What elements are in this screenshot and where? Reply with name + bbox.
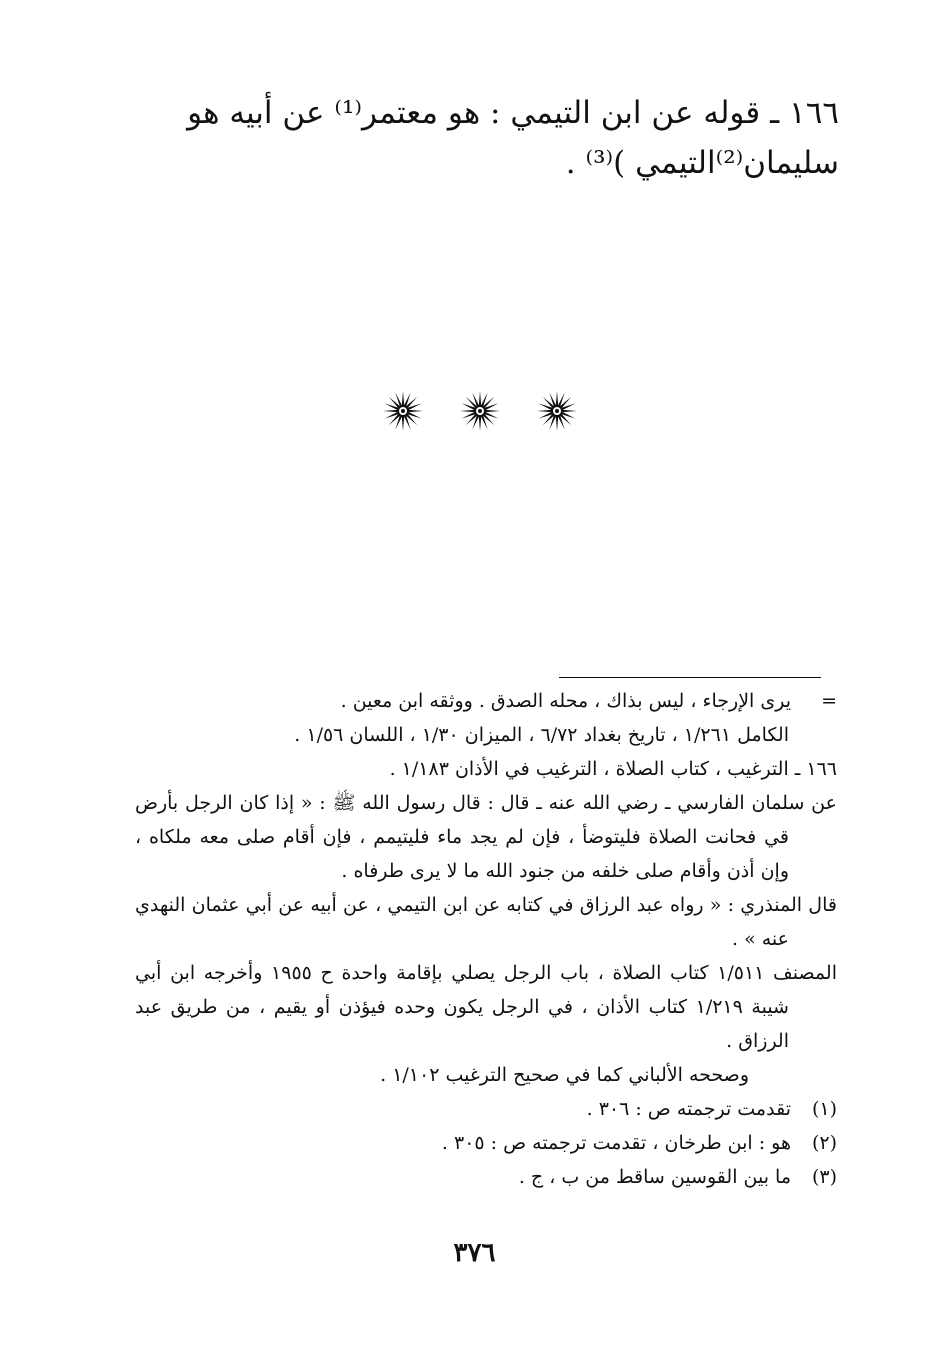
footnote-2 <box>135 1126 837 1160</box>
continuation-marker: = <box>821 690 837 712</box>
footnote-text: ما بين القوسين ساقط من ب ، ج . <box>518 1166 791 1188</box>
footnote-number: (٣) <box>811 1166 837 1188</box>
footnote-number: (١) <box>811 1098 837 1120</box>
note-166-sources: المصنف ١/٥١١ كتاب الصلاة ، باب الرجل يصلي بإقامة واحدة ح ١٩٥٥ وأخرجه ابن أبي شيبة ١/٢١٩ كتاب الأذان ، في الرجل يكون وحده فيؤذن أو يقيم ، من طريق عبد الرزاق . <box>135 962 837 1052</box>
note-166-mundhiri: قال المنذري : « رواه عبد الرزاق في كتابه عن ابن التيمي ، عن أبيه عن أبي عثمان النهدي عنه » . <box>135 894 837 950</box>
page-number: ٣٧٦ <box>453 1238 496 1268</box>
footnote-1 <box>135 1092 837 1126</box>
note-166-heading: ١٦٦ ـ الترغيب ، كتاب الصلاة ، الترغيب في الأذان ١/١٨٣ . <box>389 758 837 780</box>
star-ornament-icon <box>380 388 426 434</box>
footnotes-area <box>135 684 837 1194</box>
continued-note <box>135 684 837 718</box>
footnote-3 <box>135 1160 837 1194</box>
continued-note-text: يرى الإرجاء ، ليس بذاك ، محله الصدق . ووثقه ابن معين . <box>340 690 791 712</box>
note-166-albani: وصححه الألباني كما في صحيح الترغيب ١/١٠٢ . <box>380 1064 749 1086</box>
note-166-hadith: عن سلمان الفارسي ـ رضي الله عنه ـ قال : قال رسول الله ﷺ : « إذا كان الرجل بأرض قي فحانت الصلاة فليتوضأ ، فإن لم يجد ماء فليتيمم ، فإن أقام صلى معه ملكاه ، وإن أذن وأقام صلى خلفه من جنود الله ما لا يرى طرفاه . <box>135 792 837 882</box>
star-ornament-icon <box>457 388 503 434</box>
footnote-separator-rule <box>559 677 821 678</box>
main-text <box>134 88 839 188</box>
footnote-number: (٢) <box>811 1132 837 1154</box>
main-text-line: ١٦٦ ـ قوله عن ابن التيمي : هو معتمر⁽¹⁾ عن أبيه هو <box>187 95 839 131</box>
section-divider-ornaments <box>380 388 580 434</box>
footnote-text: هو : ابن طرخان ، تقدمت ترجمته ص : ٣٠٥ . <box>441 1132 791 1154</box>
main-text-line: سليمان⁽²⁾التيمي )⁽³⁾ . <box>565 145 839 181</box>
footnote-text: تقدمت ترجمته ص : ٣٠٦ . <box>586 1098 791 1120</box>
star-ornament-icon <box>534 388 580 434</box>
continued-note-references: الكامل ١/٢٦١ ، تاريخ بغداد ٦/٧٢ ، الميزان ١/٣٠ ، اللسان ١/٥٦ . <box>294 724 789 746</box>
